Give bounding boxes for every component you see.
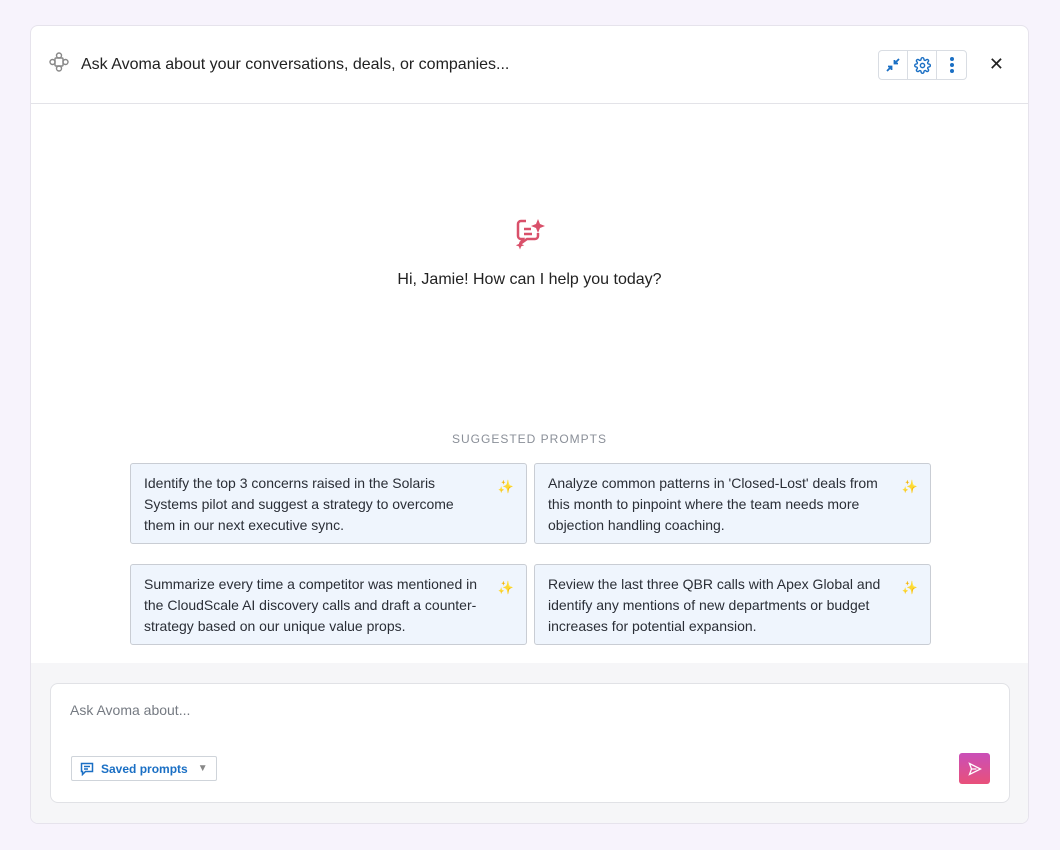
prompt-text: Analyze common patterns in 'Closed-Lost' deals from this month to pinpoint where the team needs more objection handling coaching. (548, 475, 878, 533)
header-toolbar (878, 50, 967, 80)
prompt-card[interactable] (534, 463, 931, 544)
send-icon (968, 762, 982, 776)
suggested-prompts-grid (130, 463, 931, 645)
more-options-button[interactable] (937, 51, 966, 79)
panel-title: Ask Avoma about your conversations, deals, or companies... (81, 55, 510, 73)
sparkle-icon: ✨ (901, 580, 918, 595)
message-icon (80, 762, 94, 776)
gear-icon (914, 57, 931, 74)
ai-chat-sparkle-icon (512, 216, 548, 252)
ask-input-placeholder: Ask Avoma about... (70, 702, 191, 718)
prompt-card[interactable] (130, 564, 527, 645)
prompt-card[interactable] (534, 564, 931, 645)
collapse-icon (886, 58, 900, 72)
saved-prompts-label: Saved prompts (101, 761, 188, 776)
prompt-text: Summarize every time a competitor was mentioned in the CloudScale AI discovery calls and draft a counter-strategy based on our unique value props. (144, 576, 478, 634)
composer-area (31, 663, 1028, 824)
ask-avoma-panel (30, 25, 1029, 824)
greeting-text: Hi, Jamie! How can I help you today? (397, 271, 662, 288)
sparkle-icon: ✨ (497, 479, 514, 494)
prompt-card[interactable] (130, 463, 527, 544)
saved-prompts-dropdown[interactable] (71, 756, 217, 781)
prompt-text: Review the last three QBR calls with Apex Global and identify any mentions of new departments or budget increases for potential expansion. (548, 576, 881, 634)
caret-down-icon: ▼ (197, 763, 208, 774)
more-vertical-icon (949, 57, 955, 73)
sparkle-icon: ✨ (901, 479, 918, 494)
ask-input[interactable] (50, 683, 1010, 803)
suggested-prompts-heading: SUGGESTED PROMPTS (451, 432, 608, 446)
prompt-text: Identify the top 3 concerns raised in the Solaris Systems pilot and suggest a strategy to overcome them in our next executive sync. (144, 475, 454, 533)
sparkle-icon: ✨ (497, 580, 514, 595)
send-button[interactable] (959, 753, 990, 784)
avoma-ai-icon (49, 52, 69, 77)
welcome-section (31, 216, 1028, 289)
collapse-button[interactable] (879, 51, 908, 79)
settings-button[interactable] (908, 51, 937, 79)
close-button[interactable]: ✕ (988, 54, 1004, 74)
